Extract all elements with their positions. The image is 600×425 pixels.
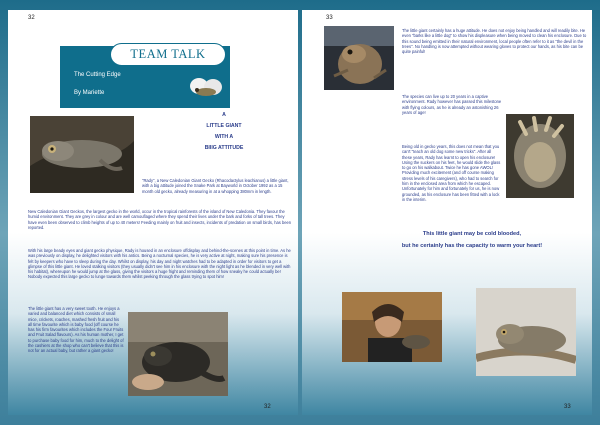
right-paragraph-1: The little giant certainly has a huge attitude. He does not enjoy being handled and will readily bite. He even "barks like a little dog" to show his displeasure when being moved to clean his enclosure. Due to this sound being emitted in their natural environment, local people often refer to it as "the devil in the trees". No handling is now attempted without wearing gloves to protect our hands, as his bite can be quite painful!: [402, 28, 587, 55]
right-page: [302, 10, 592, 415]
byline: By Mariette: [74, 90, 105, 96]
caption-line-1: This little giant may be cold blooded,: [422, 231, 522, 237]
headline-line-2: LITTLE GIANT: [206, 123, 242, 129]
left-page: [8, 10, 298, 415]
gecko-photo-closeup: [30, 116, 134, 193]
keeper-photo: [342, 292, 442, 362]
left-paragraph-2: With his large beady eyes and giant gecko physique, Rady is housed in an enclosure offdisplay and behind-the-scenes at this point in time. As he was previously on display, he delighted visitors with his antics. Being a nocturnal species, he is very active at night, making sure his presence is felt by keepers who have to sleep during the day. Whilst on display, his day and night watches had to be adapted in order for visitors to get a glimpse of this little giant. He loved stalking visitors (they usually didn't see him in his enclosure with the night light as he blended in very well with his habitat), whereupon he would jump at the glass, giving the visitors a huge fright and reminding them of how sneaky he could actually be! Nobody expected this large gecko to lunge towards them whilst peeking through the glass trying to spot him!: [28, 248, 291, 280]
left-paragraph-3: The little giant has a very sweet tooth. He enjoys a varied and balanced diet which consists of small mice, crickets, roaches, mashed fresh fruit and his all time favourite which is baby food (off course he has his firm favourites which includes the Four Fruits and Fruit Salad flavours). As his human mother, I get to purchase baby food for him, much to the delight of the cashiers at the shop who can't believe that this is not for an actual baby, but rather a giant gecko!: [28, 306, 124, 354]
right-paragraph-3: Being old in gecko years, this does not mean that you can't "teach an old dog some new tricks". After all these years, Rady has learnt to open his enclosure! Using the suckers on his feet, he would slide the glass to go on his walkabout. Twice he has gone AWOL! Providing much excitement (and off course making stress levels of his caregivers), who had to search for him in the enclosed area from which he escaped. Unfortunately for him and fortunately for us, he is now grounded, as his enclosure has been fitted with a lock in the interim.: [402, 144, 501, 202]
gecko-hand-photo: [128, 312, 228, 396]
headline-line-1: A: [222, 112, 226, 118]
column-title: TEAM TALK: [110, 43, 226, 66]
headline-line-3: WITH A: [214, 134, 234, 140]
caption-line-2: but he certainly has the capacity to warm your heart!: [401, 243, 543, 249]
headline-line-4: BIIIG ATTITUDE: [204, 145, 244, 151]
closing-caption: [358, 228, 586, 252]
right-paragraph-2: The species can live up to 20 years in a captive environment. Rady however has passed this milestone with flying colours, as he is already an astonishing 26 years of age!: [402, 94, 502, 115]
right-top-page-number: 33: [326, 15, 333, 21]
gecko-branch-photo: [476, 288, 576, 376]
gecko-foot-photo: [506, 114, 574, 198]
headline: [202, 110, 246, 154]
column-name: The Cutting Edge: [74, 72, 121, 78]
left-paragraph-1: New Caledonian Giant Geckos, the largest gecko in the world, occur in the tropical rainforests of the island of New Caledonia. They favour the humid environment. They are grey in colour and are well camouflaged where they spend their lives under the bark and forks of tall trees. They have even been observed to climb heights of up to 40 meters! Feeding mainly on fruit and insects, incidents of predation on small birds, has been reported.: [28, 209, 292, 230]
right-bottom-page-number: 33: [564, 404, 571, 410]
left-bottom-page-number: 32: [264, 404, 271, 410]
left-top-page-number: 32: [28, 15, 35, 21]
intro-text: "Rady", a New Caledonian Giant Gecko (Rhacodactylus leachianus) a little giant, with a big attitude joined the Snake Park at Bayworld in October 1992 as a 15 month old gecko, already measuring in at a whopping 380mm in length.: [142, 178, 289, 194]
gecko-glass-photo: [324, 26, 394, 90]
banner-photo: [184, 66, 226, 106]
